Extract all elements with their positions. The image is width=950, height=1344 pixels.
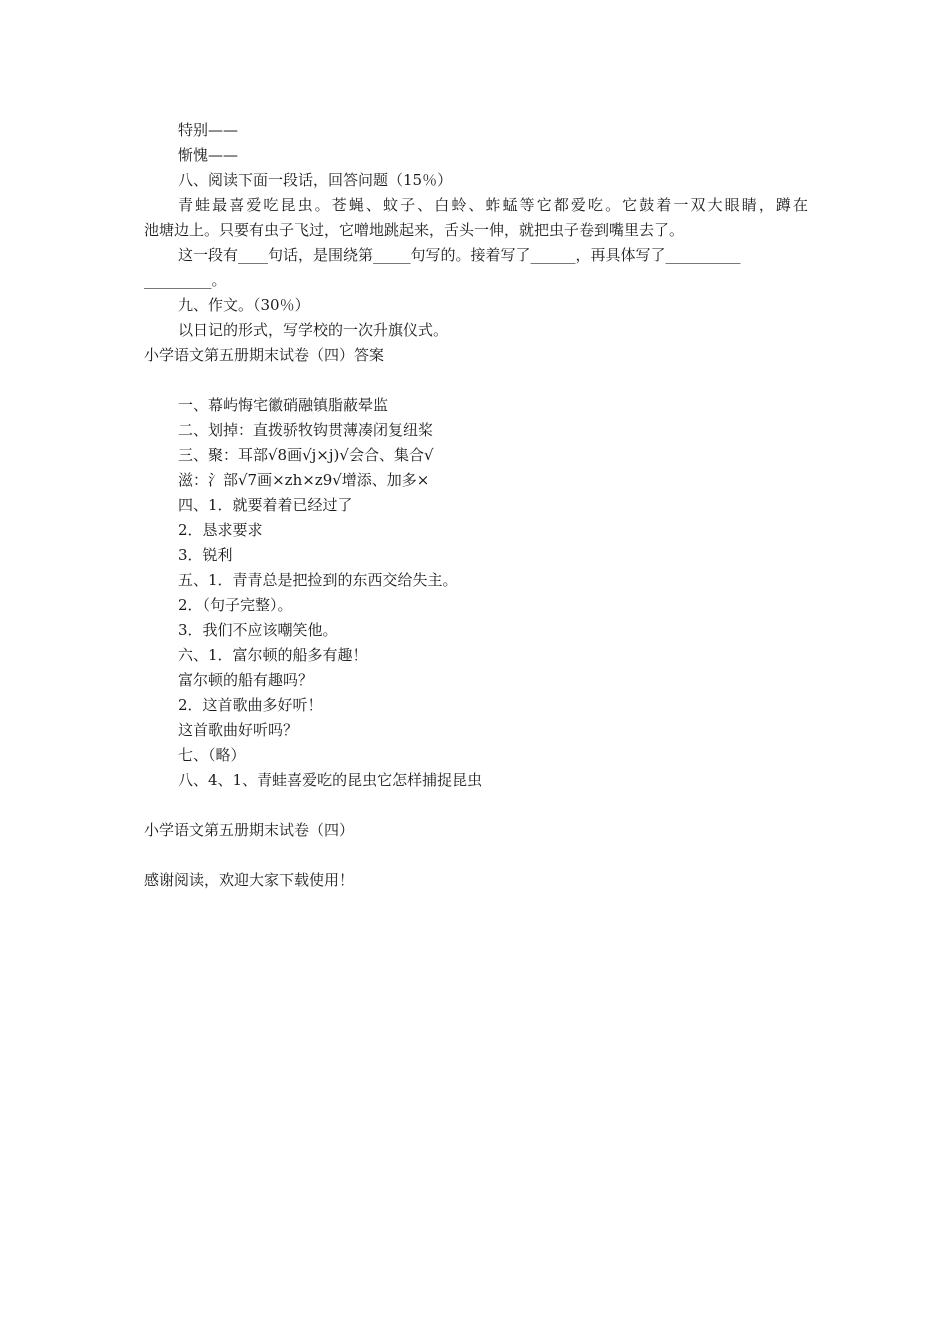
answer-line: 3．锐利	[178, 546, 233, 564]
answer-line: 七、（略）	[178, 746, 246, 764]
section-heading: 九、作文。（30％）	[178, 296, 310, 314]
answer-line: 2．恳求要求	[178, 521, 263, 539]
blank-line	[144, 793, 808, 818]
blank-line	[144, 368, 808, 393]
answer-line: 三、聚：耳部√8画√j×j)√会合、集合√	[178, 446, 434, 464]
answer-line: 2．（句子完整）。	[178, 596, 293, 614]
thanks-note: 感谢阅读，欢迎大家下载使用！	[144, 871, 355, 889]
answer-line: 四、1．就要着着已经过了	[178, 496, 353, 514]
section-heading: 八、阅读下面一段话，回答问题（15％）	[178, 171, 453, 189]
text-line: 惭愧——	[178, 146, 239, 164]
fill-in-question-line: _________。	[144, 271, 227, 289]
fill-in-question-line: 这一段有____句话，是围绕第_____句写的。接着写了______，再具体写了__________	[178, 246, 741, 264]
footer-title: 小学语文第五册期末试卷（四）	[144, 821, 355, 839]
composition-prompt: 以日记的形式，写学校的一次升旗仪式。	[178, 321, 449, 339]
answer-line: 2．这首歌曲多好听！	[178, 696, 323, 714]
reading-passage-line: 青蛙最喜爱吃昆虫。苍蝇、蚊子、白蛉、蚱蜢等它都爱吃。它鼓着一双大眼睛，蹲在	[178, 196, 808, 214]
answer-line: 二、划掉：直拨骄牧钩贯薄凑闭复纽桨	[178, 421, 434, 439]
answer-line: 六、1．富尔顿的船多有趣！	[178, 646, 368, 664]
answer-line: 八、4、1、青蛙喜爱吃的昆虫它怎样捕捉昆虫	[178, 771, 483, 789]
reading-passage-line: 池塘边上。只要有虫子飞过，它噌地跳起来，舌头一伸，就把虫子卷到嘴里去了。	[144, 221, 685, 239]
answer-line: 滋：氵部√7画×zh×z9√增添、加多×	[178, 471, 430, 489]
answer-title: 小学语文第五册期末试卷（四）答案	[144, 346, 385, 364]
document-page	[144, 118, 808, 893]
text-line: 特别——	[178, 121, 239, 139]
answer-line: 3．我们不应该嘲笑他。	[178, 621, 338, 639]
answer-line: 一、幕屿悔宅徽硝融镇脂蔽晕监	[178, 396, 389, 414]
answer-line: 这首歌曲好听吗？	[178, 721, 299, 739]
answer-line: 五、1．青青总是把捡到的东西交给失主。	[178, 571, 458, 589]
answer-line: 富尔顿的船有趣吗？	[178, 671, 314, 689]
blank-line	[144, 843, 808, 868]
